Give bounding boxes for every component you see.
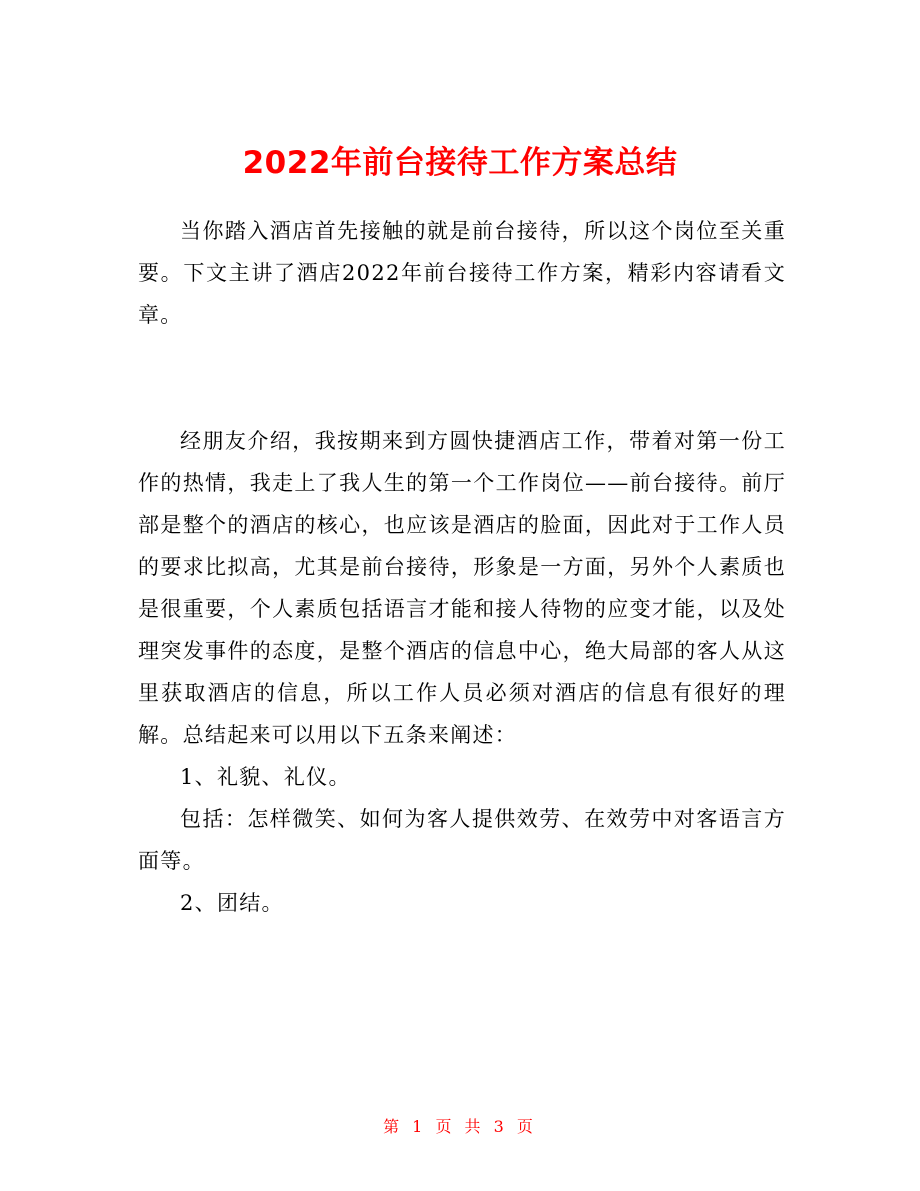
intro-paragraph: 当你踏入酒店首先接触的就是前台接待，所以这个岗位至关重要。下文主讲了酒店2022年前台接待工作方案，精彩内容请看文章。	[138, 219, 786, 327]
page-number-footer: 第 1 页 共 3 页	[383, 1117, 537, 1136]
body-paragraph: 经朋友介绍，我按期来到方圆快捷酒店工作，带着对第一份工作的热情，我走上了我人生的第一个工作岗位——前台接待。前厅部是整个的酒店的核心，也应该是酒店的脸面，因此对于工作人员的要求比拟高，尤其是前台接待，形象是一方面，另外个人素质也是很重要，个人素质包括语言才能和接人待物的应变才能，以及处理突发事件的态度，是整个酒店的信息中心，绝大局部的客人从这里获取酒店的信息，所以工作人员必须对酒店的信息有很好的理解。总结起来可以用以下五条来阐述：	[138, 429, 786, 747]
item-1-heading: 1、礼貌、礼仪。	[180, 765, 351, 789]
item-2-heading: 2、团结。	[180, 891, 284, 915]
item-1-body: 包括：怎样微笑、如何为客人提供效劳、在效劳中对客语言方面等。	[138, 807, 786, 873]
document-title: 2022年前台接待工作方案总结	[242, 144, 678, 181]
document-body	[138, 210, 786, 924]
paragraph-spacer	[138, 336, 786, 420]
